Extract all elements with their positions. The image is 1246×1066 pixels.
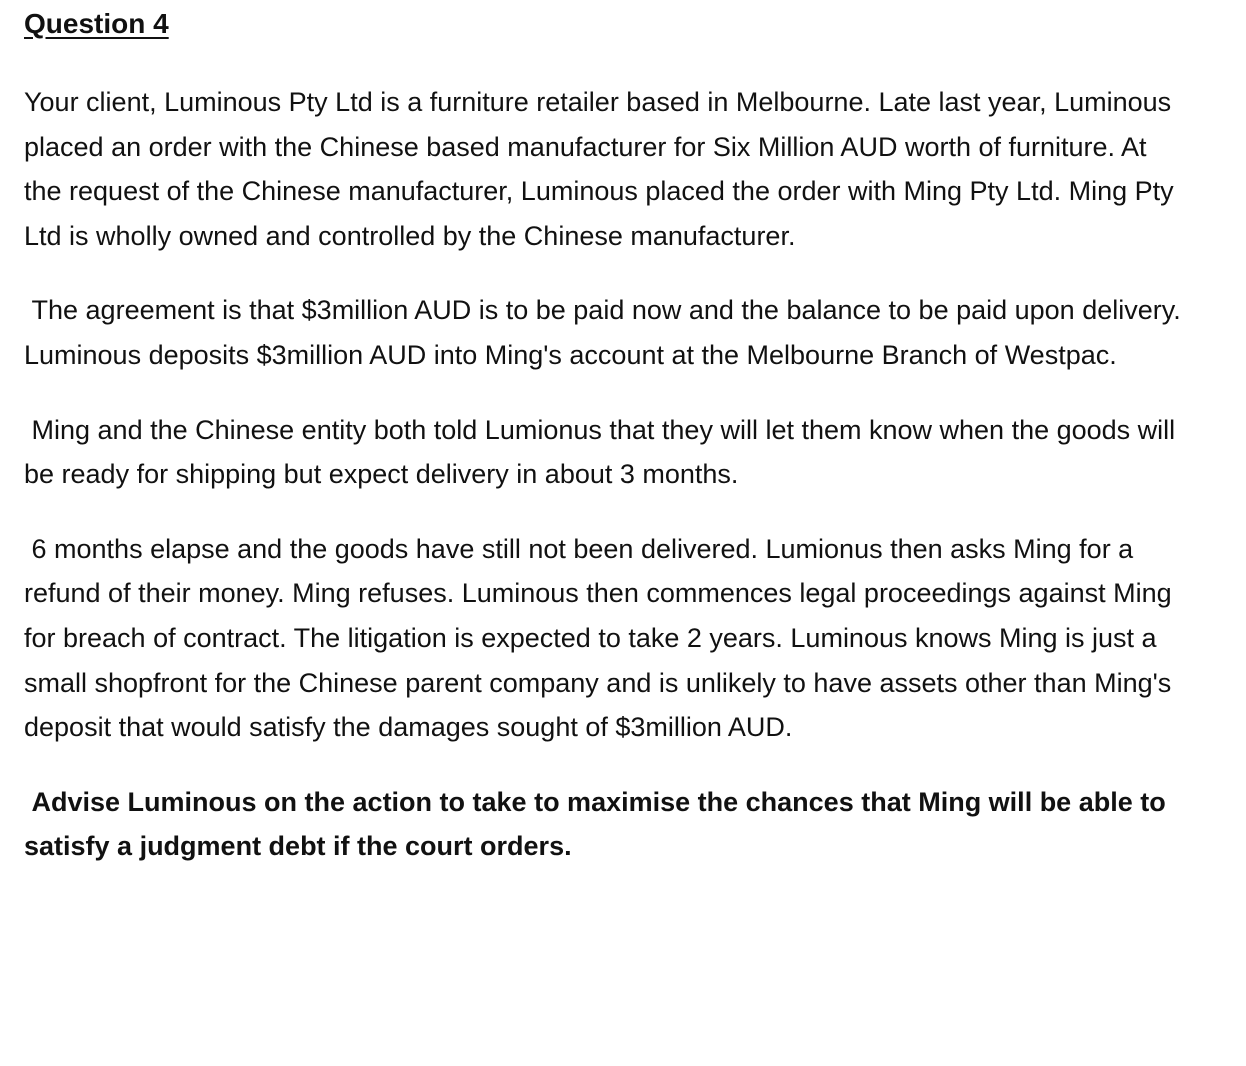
instruction-paragraph: Advise Luminous on the action to take to maximise the chances that Ming will be able to satisfy a judgment debt if the court orders. <box>24 786 1174 862</box>
scenario-paragraph-2: The agreement is that $3million AUD is to be paid now and the balance to be paid upon delivery. Luminous deposits $3million AUD into Ming's account at the Melbourne Branch of Westpac. <box>24 295 1189 370</box>
scenario-paragraph-3: Ming and the Chinese entity both told Lumionus that they will let them know when the goods will be ready for shipping but expect delivery in about 3 months. <box>24 414 1183 490</box>
scenario-paragraph-4: 6 months elapse and the goods have still not been delivered. Lumionus then asks Ming for a refund of their money. Ming refuses. Luminous then commences legal proceedings against Ming for breach of contract. The litigation is expected to take 2 years. Luminous knows Ming is just a small shopfront for the Chinese parent company and is unlikely to have assets other than Ming's deposit that would satisfy the damages sought of $3million AUD. <box>24 533 1180 743</box>
scenario-paragraph-1: Your client, Luminous Pty Ltd is a furniture retailer based in Melbourne. Late last year, Luminous placed an order with the Chinese based manufacturer for Six Million AUD worth of furniture. At the request of the Chinese manufacturer, Luminous placed the order with Ming Pty Ltd. Ming Pty Ltd is wholly owned and controlled by the Chinese manufacturer. <box>24 87 1174 251</box>
question-title: Question 4 <box>24 8 169 39</box>
